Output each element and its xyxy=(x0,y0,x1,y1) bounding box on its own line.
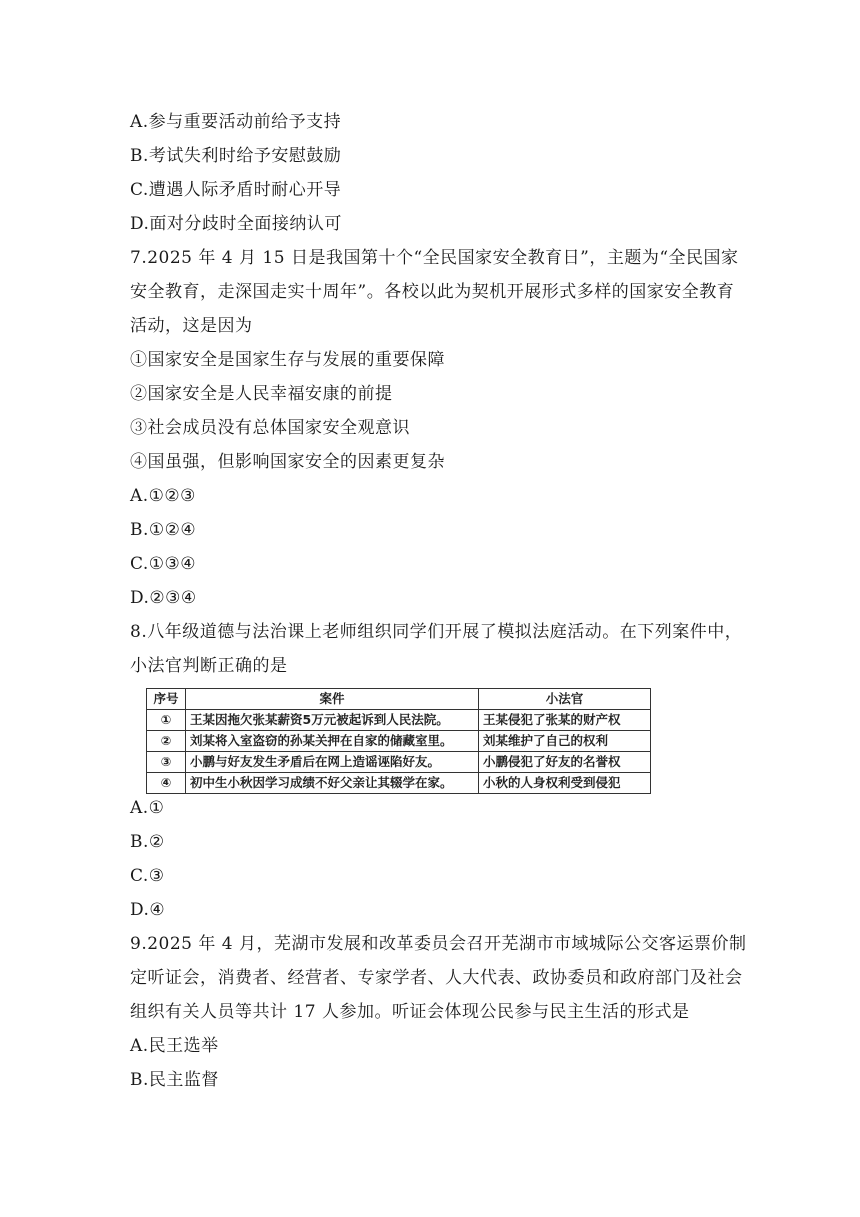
question-stem-line: 小法官判断正确的是 xyxy=(130,656,288,676)
option-b: B.② xyxy=(130,832,165,852)
row-number: ② xyxy=(147,731,186,752)
row-case: 初中生小秋因学习成绩不好父亲让其辍学在家。 xyxy=(186,773,479,794)
row-case: 王某因拖欠张某薪资5万元被起诉到人民法院。 xyxy=(186,710,479,731)
option-d: D.面对分歧时全面接纳认可 xyxy=(130,214,342,234)
row-number: ③ xyxy=(147,752,186,773)
table-row xyxy=(147,731,651,752)
table-row xyxy=(147,710,651,731)
option-a: A.① xyxy=(130,798,165,818)
statement-1: ①国家安全是国家生存与发展的重要保障 xyxy=(130,350,445,370)
question-stem-line: 定听证会，消费者、经营者、专家学者、人大代表、政协委员和政府部门及社会 xyxy=(130,968,743,988)
question-stem-line: 安全教育，走深国走实十周年”。各校以此为契机开展形式多样的国家安全教育 xyxy=(130,282,735,302)
question-stem-line: 9.2025 年 4 月，芜湖市发展和改革委员会召开芜湖市市域城际公交客运票价制 xyxy=(130,934,747,954)
option-c: C.遭遇人际矛盾时耐心开导 xyxy=(130,180,342,200)
row-judgement: 刘某维护了自己的权利 xyxy=(479,731,651,752)
statement-2: ②国家安全是人民幸福安康的前提 xyxy=(130,384,393,404)
row-case: 刘某将入室盗窃的孙某关押在自家的储藏室里。 xyxy=(186,731,479,752)
statement-3: ③社会成员没有总体国家安全观意识 xyxy=(130,418,410,438)
option-a: A.①②③ xyxy=(130,486,196,506)
row-judgement: 小秋的人身权利受到侵犯 xyxy=(479,773,651,794)
row-number: ① xyxy=(147,710,186,731)
column-header-number: 序号 xyxy=(147,689,186,710)
option-b: B.①②④ xyxy=(130,520,197,540)
question-stem-line: 7.2025 年 4 月 15 日是我国第十个“全民国家安全教育日”，主题为“全民国家 xyxy=(130,248,739,268)
question-stem-line: 8.八年级道德与法治课上老师组织同学们开展了模拟法庭活动。在下列案件中， xyxy=(130,622,743,642)
question-stem-line: 活动，这是因为 xyxy=(130,316,253,336)
row-number: ④ xyxy=(147,773,186,794)
option-d: D.④ xyxy=(130,900,166,920)
table-row xyxy=(147,773,651,794)
option-b: B.考试失利时给予安慰鼓励 xyxy=(130,146,342,166)
option-b: B.民主监督 xyxy=(130,1070,219,1090)
row-judgement: 小鹏侵犯了好友的名誉权 xyxy=(479,752,651,773)
row-case: 小鹏与好友发生矛盾后在网上造谣诬陷好友。 xyxy=(186,752,479,773)
column-header-judge: 小法官 xyxy=(479,689,651,710)
option-d: D.②③④ xyxy=(130,588,197,608)
option-c: C.③ xyxy=(130,866,165,886)
statement-4: ④国虽强，但影响国家安全的因素更复杂 xyxy=(130,452,445,472)
row-judgement: 王某侵犯了张某的财产权 xyxy=(479,710,651,731)
table-row xyxy=(147,752,651,773)
table-header-row xyxy=(147,689,651,710)
option-a: A.参与重要活动前给予支持 xyxy=(130,112,342,132)
option-c: C.①③④ xyxy=(130,554,197,574)
column-header-case: 案件 xyxy=(186,689,479,710)
question-stem-line: 组织有关人员等共计 17 人参加。听证会体现公民参与民主生活的形式是 xyxy=(130,1002,690,1022)
option-a: A.民王选举 xyxy=(130,1036,219,1056)
case-table xyxy=(146,688,651,794)
